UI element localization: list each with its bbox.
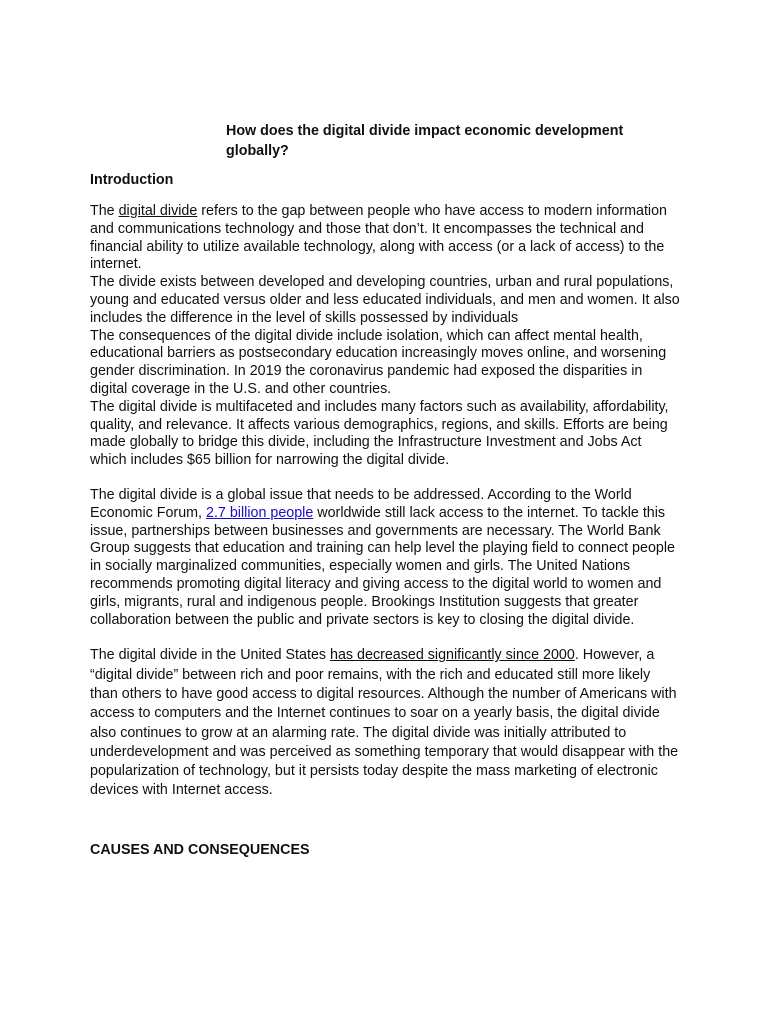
digital-divide-link[interactable]: digital divide <box>118 203 198 219</box>
paragraph-definition-start: The <box>90 203 119 219</box>
paragraph-divide-groups: The divide exists between developed and developing countries, urban and rural populations, young and educated versus older and less educated individuals, and men and women. It also includes the difference in the level of skills possessed by individuals <box>90 274 680 326</box>
paragraph-united-states-start: The digital divide in the United States <box>90 647 331 664</box>
document-page <box>90 121 682 860</box>
paragraph-united-states-rest: . However, a “digital divide” between rich and poor remains, with the rich and educated still more likely than others to have good access to digital resources. Although the number of Americans with access to computers and the Internet continues to soar on a yearly basis, the digital divide also continues to grow at an alarming rate. The digital divide was initially attributed to underdevelopment and was perceived as something temporary that would disappear with the popularization of technology, but it persists today despite the mass marketing of electronic devices with Internet access. <box>90 647 679 799</box>
causes-consequences-heading: CAUSES AND CONSEQUENCES <box>90 841 310 858</box>
paragraph-definition-rest: refers to the gap between people who have access to modern information and communications technology and those that don’t. It encompasses the technical and financial ability to utilize available technology, along with access (or a lack of access) to the internet. <box>90 203 667 273</box>
paragraph-definition <box>90 203 682 274</box>
paragraph-consequences: The consequences of the digital divide include isolation, which can affect mental health, educational barriers as postsecondary education increasingly moves online, and worsening gender discrimination. In 2019 the coronavirus pandemic had exposed the disparities in digital coverage in the U.S. and other countries. <box>90 327 667 397</box>
paragraph-global-issue-rest: worldwide still lack access to the internet. To tackle this issue, partnerships between businesses and governments are necessary. The World Bank Group suggests that education and training can help level the playing field to connect people in socially marginalized communities, especially women and girls. The United Nations recommends promoting digital literacy and giving access to the digital world to women and girls, migrants, rural and indigenous people. Brookings Institution suggests that greater collaboration between the public and private sectors is key to closing the digital divide. <box>90 504 675 628</box>
introduction-heading: Introduction <box>90 172 174 188</box>
paragraph-united-states <box>90 646 682 800</box>
paragraph-global-issue <box>90 487 682 629</box>
paragraph-multifaceted: The digital divide is multifaceted and includes many factors such as availability, affordability, quality, and relevance. It affects various demographics, regions, and skills. Efforts are being made globally to bridge this divide, including the Infrastructure Investment and Jobs Act which includes $65 billion for narrowing the digital divide. <box>90 398 669 469</box>
billion-people-link[interactable]: 2.7 billion people <box>206 504 314 521</box>
paragraph-global-issue-start: The digital divide is a global issue that needs to be addressed. According to the World Economic Forum, <box>90 486 632 521</box>
document-title: How does the digital divide impact economic development globally? <box>226 123 624 159</box>
decreased-since-2000-link[interactable]: has decreased significantly since 2000 <box>330 647 575 664</box>
